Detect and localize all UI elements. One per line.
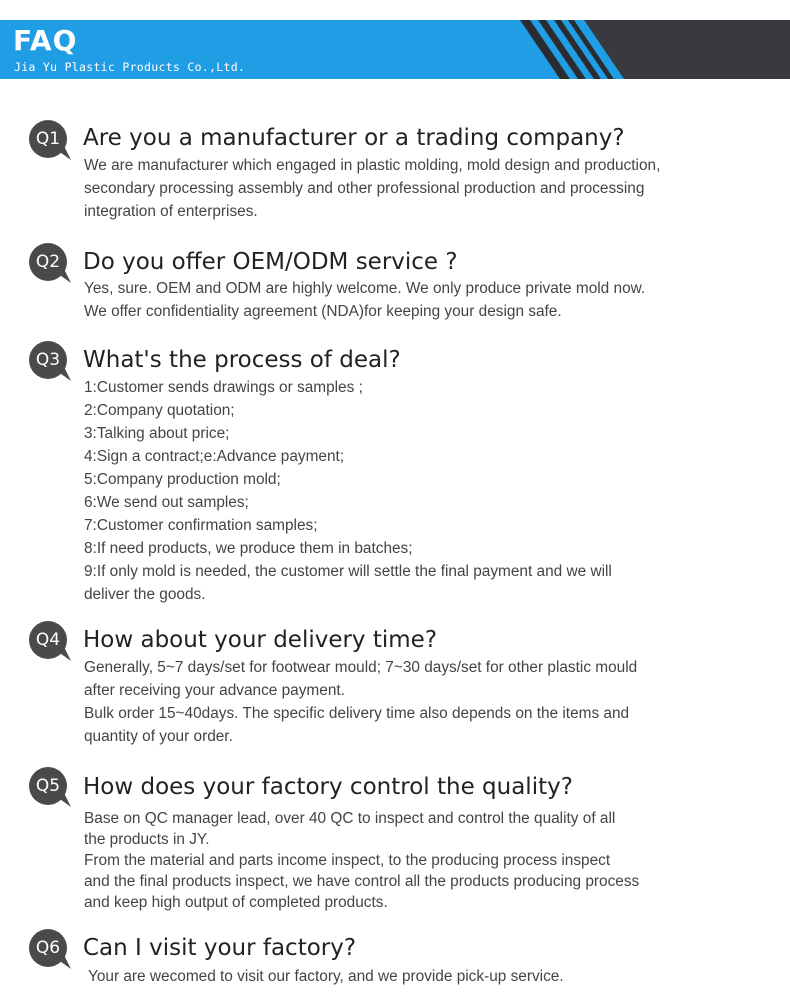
answer-text <box>84 965 564 988</box>
answer-line: Base on QC manager lead, over 40 QC to inspect and control the quality of all <box>84 810 616 827</box>
answer-line: 7:Customer confirmation samples; <box>84 517 318 534</box>
answer-text <box>84 808 639 913</box>
question-title: How does your factory control the quality? <box>83 774 573 800</box>
answer-text <box>84 154 660 223</box>
question-number: Q2 <box>35 252 61 272</box>
question-badge <box>27 341 73 385</box>
question-title: How about your delivery time? <box>83 627 438 653</box>
answer-line: the products in JY. <box>84 831 210 848</box>
question-badge <box>27 243 73 287</box>
question-badge <box>27 120 73 164</box>
question-title: Do you offer OEM/ODM service ? <box>83 249 458 275</box>
answer-line: deliver the goods. <box>84 586 206 603</box>
answer-line: Bulk order 15~40days. The specific delivery time also depends on the items and <box>84 705 630 722</box>
answer-line: 4:Sign a contract;e:Advance payment; <box>84 448 345 465</box>
answer-line: We are manufacturer which engaged in plastic molding, mold design and production, <box>84 157 661 174</box>
question-title: Can I visit your factory? <box>83 935 357 961</box>
answer-line: Generally, 5~7 days/set for footwear mould; 7~30 days/set for other plastic mould <box>84 659 638 676</box>
answer-line: 6:We send out samples; <box>84 494 249 511</box>
answer-line: 3:Talking about price; <box>84 425 230 442</box>
question-number: Q5 <box>35 776 61 796</box>
answer-line: 1:Customer sends drawings or samples ; <box>84 379 363 396</box>
answer-line: 8:If need products, we produce them in batches; <box>84 540 413 557</box>
question-number: Q3 <box>35 350 61 370</box>
answer-line: after receiving your advance payment. <box>84 682 345 699</box>
answer-line: quantity of your order. <box>84 728 233 745</box>
question-title: Are you a manufacturer or a trading company? <box>83 125 625 151</box>
question-title: What's the process of deal? <box>83 347 401 373</box>
company-name: Jia Yu Plastic Products Co.,Ltd. <box>14 60 246 74</box>
header-banner <box>0 20 790 79</box>
answer-line: and the final products inspect, we have control all the products producing process <box>84 873 640 890</box>
question-number: Q4 <box>35 630 61 650</box>
question-badge <box>27 621 73 665</box>
answer-line: 5:Company production mold; <box>84 471 281 488</box>
answer-text <box>84 656 637 748</box>
answer-line: and keep high output of completed products. <box>84 894 388 911</box>
question-badge <box>27 767 73 811</box>
answer-line: We offer confidentiality agreement (NDA)for keeping your design safe. <box>84 303 562 320</box>
answer-line: Yes, sure. OEM and ODM are highly welcome. We only produce private mold now. <box>84 280 646 297</box>
question-badge <box>27 929 73 973</box>
answer-line: 2:Company quotation; <box>84 402 235 419</box>
question-number: Q6 <box>35 938 61 958</box>
question-number: Q1 <box>35 129 61 149</box>
answer-line: 9:If only mold is needed, the customer will settle the final payment and we will <box>84 563 612 580</box>
answer-text <box>84 376 612 606</box>
answer-line: Your are wecomed to visit our factory, and we provide pick-up service. <box>84 968 564 985</box>
page-title: FAQ <box>13 24 78 57</box>
answer-line: From the material and parts income inspect, to the producing process inspect <box>84 852 611 869</box>
answer-line: secondary processing assembly and other professional production and processing <box>84 180 645 197</box>
answer-text <box>84 277 645 323</box>
answer-line: integration of enterprises. <box>84 203 258 220</box>
